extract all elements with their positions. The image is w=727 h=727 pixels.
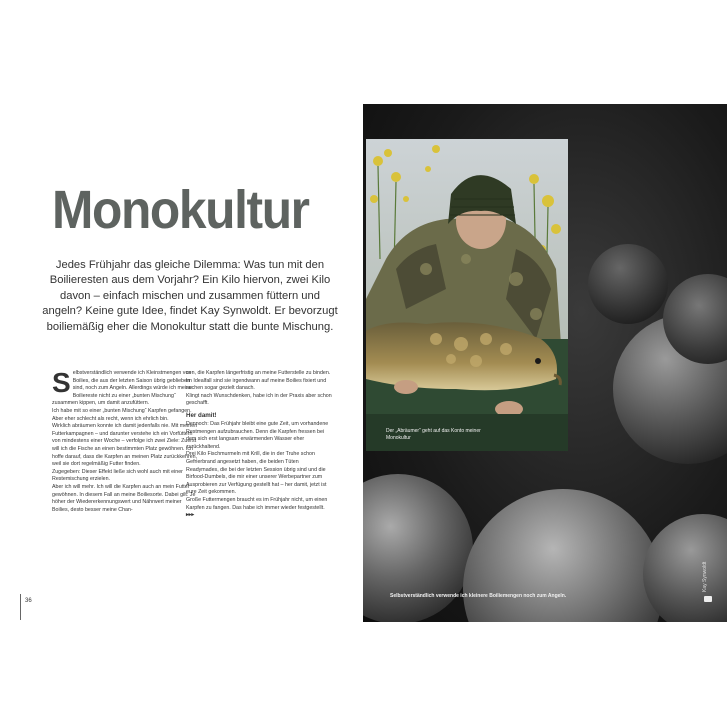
body-paragraph: cen, die Karpfen längerfristig an meine Futterstelle zu binden. Im Idealfall sind sie irgendwann auf meine Boilies fixiert und suchen sogar gezielt danach. (186, 370, 331, 392)
article-headline: Monokultur (52, 180, 309, 240)
body-paragraph: Klingt nach Wunschdenken, habe ich in der Praxis aber schon geschafft. (186, 392, 332, 407)
angler-photo-illustration (366, 139, 568, 451)
camera-icon (704, 596, 712, 602)
body-column-1 (52, 367, 198, 514)
body-paragraph: Zugegeben: Dieser Effekt ließe sich wohl auch mit einer Restemischung erzielen. (52, 468, 183, 483)
body-paragraph: Dennoch: Das Frühjahr bleibt eine gute Zeit, um vorhandene Restmengen aufzubrauchen. Denn die Karpfen fressen bei dem sich erst langsam erwärmenden Wasser eher zurückhaltend. (186, 420, 329, 450)
boilie-ball (588, 244, 668, 324)
page-number-rule (20, 594, 21, 620)
body-paragraph: Wirklich abräumen konnte ich damit jedenfalls nie. Mit meinen Futterkampagnen – und darunter verstehe ich ein Vorfüttern von mindestens einer Woche – verfolge ich zwei Ziele: Zuerst will ich die Fische an einen bestimmten Platz gewöhnen. Ich hoffe darauf, dass die Karpfen an meinen Platz zurückkehren, weil sie dort regelmäßig Futter finden. (52, 423, 198, 468)
drop-cap: S (52, 367, 71, 398)
photo-credit (696, 552, 720, 612)
body-paragraph: Ich habe mit so einer „bunten Mischung“ Karpfen gefangen. Aber eher schlecht als recht, wenn ich ehrlich bin. (52, 407, 192, 422)
angler-with-carp-photo (366, 139, 568, 451)
continue-arrows-icon: ▸▸▸ (186, 512, 194, 519)
body-paragraph: elbstverständlich verwende ich Kleinstmengen von Boilies, die aus der letzten Saison übrig geblieben sind, noch zum Angeln. Allerdings würde ich meine Boiliereste nicht zu einer „bunten Mischung“ zusammen kippen, um damit anzufüttern. (52, 370, 192, 407)
boilie-ball (463, 489, 663, 622)
page-number: 36 (25, 598, 32, 604)
left-page (0, 0, 363, 727)
body-paragraph (186, 497, 332, 520)
photo-caption: Der „Abräumer“ geht auf das Konto meiner Monokultur (386, 428, 481, 441)
body-column-2 (186, 370, 332, 520)
body-paragraph: Aber ich will mehr. Ich will die Karpfen auch an mein Futter gewöhnen. In diesem Fall an meine Boiliesorte. Dabei gilt: Je höher der Wiedererkennungswert und Nährwert meiner Boilies, desto besser meine Chan- (52, 483, 196, 513)
subheading: Her damit! (186, 411, 217, 419)
bottom-caption: Selbstverständlich verwende ich kleinere Boiliemengen noch zum Angeln. (390, 593, 567, 599)
body-paragraph: Drei Kilo Fischmurmeln mit Krill, die in der Truhe schon Gefrierbrand angesetzt haben, die beiden Tüten Readymades, die bei der letzten Session übrig sind und die Birfood-Dumbels, die mir einer unserer Werbepartner zum Ausprobieren zur Verfügung gestellt hat – her damit, jetzt ist eure Zeit gekommen. (186, 451, 327, 496)
photo-credit-text: Kay Synwoldt (702, 561, 708, 592)
body-paragraph-text: Große Futtermengen braucht es im Frühjahr nicht, um einen Karpfen zu fangen. Das habe ich immer wieder festgestellt. (186, 496, 328, 511)
article-intro: Jedes Frühjahr das gleiche Dilemma: Was tun mit den Boilieresten aus dem Vorjahr? Ein Kilo hiervon, zwei Kilo davon – einfach mischen und zusammen füttern und angeln? Keine gute Idee, findet Kay Synwoldt. Er bevorzugt boiliemäßig eher die Monokultur statt die bunte Mischung. (42, 259, 338, 333)
